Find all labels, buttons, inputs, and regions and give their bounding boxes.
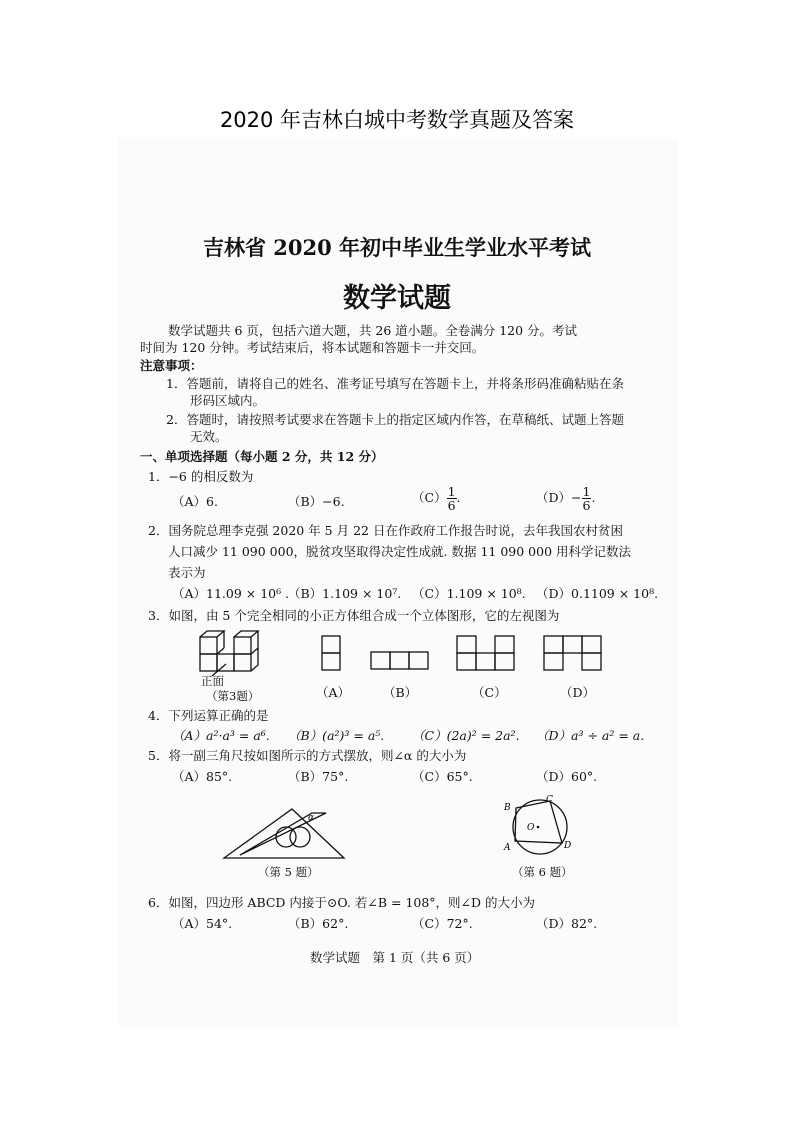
q3-cube (217, 654, 234, 671)
q6-stem: 6．如图，四边形 ABCD 内接于⊙O. 若∠B = 108°，则∠D 的大小为 (148, 895, 536, 910)
q3-d-square (544, 636, 563, 653)
q5-option-d: （D）60°. (536, 769, 598, 784)
q3-d-square (582, 636, 601, 653)
q1-d-numerator: 1 (582, 484, 591, 499)
q3-figure-caption: （第3题） (206, 689, 260, 703)
q6-center-point (537, 826, 540, 829)
q2-option-c: （C）1.109 × 10⁸. (412, 586, 526, 601)
section-1-heading: 一、单项选择题（每小题 2 分，共 12 分） (140, 449, 384, 464)
q3-cube (200, 637, 217, 654)
q3-c-square (457, 653, 476, 670)
q3-side-edge (251, 648, 258, 654)
q5-triangle-figure (220, 803, 350, 863)
q3-solid-figure (190, 630, 275, 678)
q6-option-d: （D）82°. (536, 916, 598, 931)
q3-option-a-view (320, 634, 346, 674)
q3-a-square (322, 653, 340, 670)
notice-item-1-line-2: 形码区域内。 (190, 393, 266, 408)
q1-option-c: （C） $\frac{1}{6}$ . (412, 484, 461, 513)
q1-option-b: （B）−6. (288, 494, 345, 509)
q5-option-b: （B）75°. (288, 769, 349, 784)
q4-option-a: （A）a²·a³ = a⁶. (172, 728, 270, 743)
q3-option-c-view (455, 634, 519, 674)
q1-option-d-prefix: （D）− (536, 490, 582, 505)
q5-figure-caption: （第 5 题） (258, 865, 319, 879)
q3-option-b-view (369, 650, 431, 674)
q2-option-a: （A）11.09 × 10⁶ . (172, 586, 290, 601)
q3-top-edge (200, 631, 224, 637)
q3-c-square (457, 636, 476, 653)
q3-front-label: 正面 (201, 674, 224, 688)
q3-option-c: （C） (472, 685, 507, 700)
q4-option-b: （B）(a²)³ = a⁵. (288, 728, 385, 743)
q1-c-denominator: 6 (447, 498, 456, 513)
q3-option-b: （B） (383, 685, 418, 700)
q2-line-1: 2．国务院总理李克强 2020 年 5 月 22 日在作政府工作报告时说，去年我国农村贫困 (148, 523, 623, 538)
q1-option-c-fraction (447, 485, 457, 512)
intro-line-2: 时间为 120 分钟。考试结束后，将本试题和答题卡一并交回。 (140, 340, 485, 355)
q2-option-d: （D）0.1109 × 10⁸. (536, 586, 659, 601)
q5-stem: 5．将一副三角尺按如图所示的方式摆放，则∠α 的大小为 (148, 748, 467, 763)
q3-option-d: （D） (560, 685, 596, 700)
q4-option-c: （C）(2a)² = 2a². (412, 728, 520, 743)
q6-label-a: A (504, 843, 511, 853)
q6-label-o: O (527, 823, 535, 833)
q3-d-square (544, 653, 563, 670)
q6-option-c: （C）72°. (412, 916, 473, 931)
q6-label-b: B (504, 803, 511, 813)
exam-title: 吉林省 2020 年初中毕业生学业水平考试 (202, 235, 592, 260)
q3-d-square (563, 636, 582, 653)
q1-option-a: （A）6. (172, 494, 218, 509)
notice-item-2-line-2: 无效。 (190, 429, 228, 444)
q2-line-3: 表示为 (168, 565, 206, 580)
intro-line-1: 数学试题共 6 页，包括六道大题，共 26 道小题。全卷满分 120 分。考试 (168, 323, 578, 338)
q6-option-a: （A）54°. (172, 916, 233, 931)
notice-heading: 注意事项： (140, 358, 203, 373)
q3-b-square (409, 652, 428, 669)
q3-b-square (371, 652, 390, 669)
q1-option-d: （D）− $\frac{1}{6}$ . (536, 484, 596, 513)
subject-title: 数学试题 (343, 283, 451, 314)
q5-alpha-label: α (308, 813, 315, 823)
q5-option-a: （A）85°. (172, 769, 233, 784)
q3-b-square (390, 652, 409, 669)
q1-option-d-fraction (582, 485, 592, 512)
q3-cube (234, 637, 251, 654)
q3-top-edge (234, 631, 258, 637)
q3-option-a: （A） (316, 685, 351, 700)
notice-item-2-line-1: 2．答题时，请按照考试要求在答题卡上的指定区域内作答，在草稿纸、试题上答题 (166, 412, 624, 427)
q3-a-square (322, 636, 340, 653)
q4-option-d: （D）a³ ÷ a² = a. (536, 728, 645, 743)
q3-c-square (495, 653, 514, 670)
q3-option-d-view (542, 634, 606, 674)
q2-line-2: 人口减少 11 090 000，脱贫攻坚取得决定性成就. 数据 11 090 000 用科学记数法 (168, 544, 632, 559)
q3-c-square (495, 636, 514, 653)
q1-c-numerator: 1 (447, 484, 456, 499)
q1-d-denominator: 6 (582, 498, 591, 513)
q5-option-c: （C）65°. (412, 769, 473, 784)
q3-back-edge (217, 648, 224, 654)
q6-quadrilateral (515, 801, 562, 843)
document-title: 2020 年吉林白城中考数学真题及答案 (219, 108, 575, 132)
q1-stem: 1．−6 的相反数为 (148, 469, 254, 484)
q6-option-b: （B）62°. (288, 916, 349, 931)
q3-cube (234, 654, 251, 671)
page-footer: 数学试题 第 1 页（共 6 页） (310, 950, 480, 965)
q6-figure-caption: （第 6 题） (512, 865, 573, 879)
q5-circle-right (290, 827, 310, 847)
q3-d-square (582, 653, 601, 670)
q3-stem: 3．如图，由 5 个完全相同的小正方体组合成一个立体图形，它的左视图为 (148, 608, 560, 623)
notice-item-1-line-1: 1．答题前，请将自己的姓名、准考证号填写在答题卡上，并将条形码准确粘贴在条 (166, 376, 624, 391)
q6-circle (513, 800, 567, 854)
q3-c-square (476, 653, 495, 670)
q3-cube (200, 654, 217, 671)
q6-label-d: D (564, 841, 572, 851)
q1-option-c-prefix: （C） (412, 490, 447, 505)
q4-stem: 4．下列运算正确的是 (148, 708, 269, 723)
q6-circle-figure (500, 794, 580, 860)
q2-option-b: （B）1.109 × 10⁷. (288, 586, 402, 601)
q6-label-c: C (546, 795, 553, 805)
